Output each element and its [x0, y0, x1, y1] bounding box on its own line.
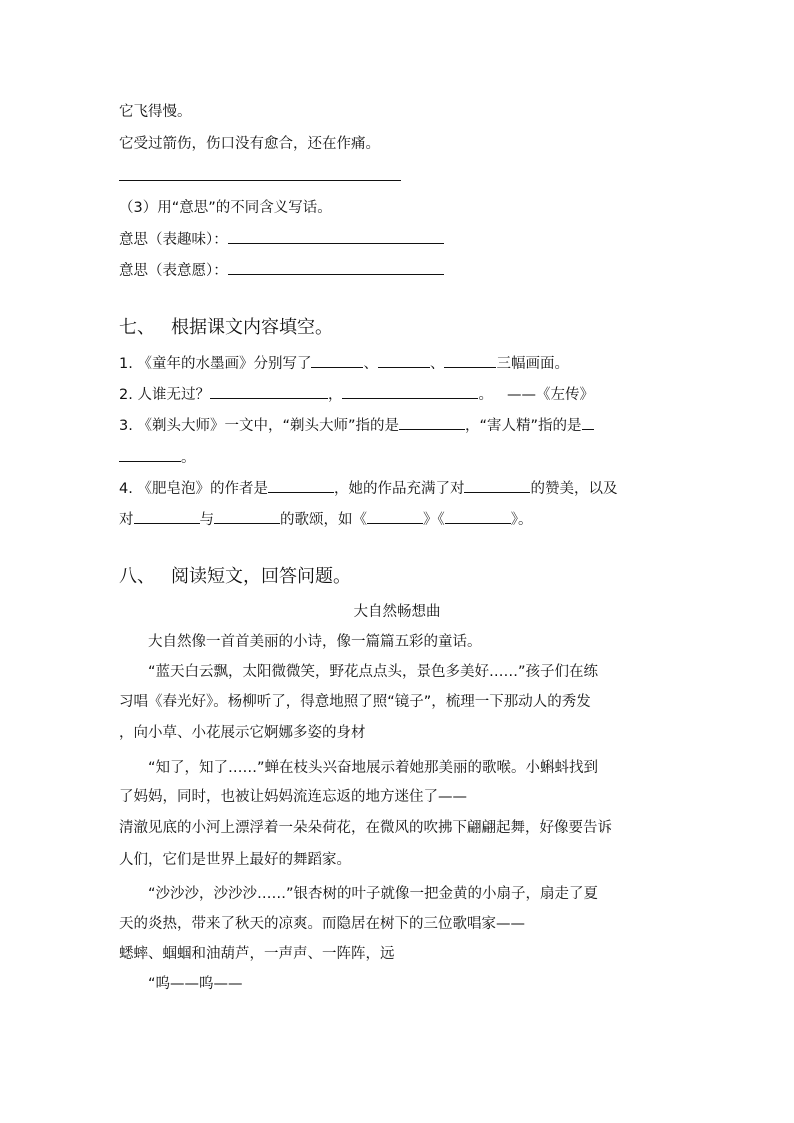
- answer-blank[interactable]: [342, 383, 478, 399]
- passage-line: 天的炎热，带来了秋天的凉爽。而隐居在树下的三位歌唱家——: [119, 916, 525, 932]
- answer-blank[interactable]: [119, 446, 181, 462]
- passage-title: 大自然畅想曲: [353, 604, 441, 620]
- answer-blank[interactable]: [134, 508, 200, 524]
- answer-blank[interactable]: [214, 508, 280, 524]
- passage-line: 大自然像一首首美丽的小诗，像一篇篇五彩的童话。: [148, 634, 482, 650]
- item-text: ，: [327, 387, 343, 403]
- item-text: 。: [181, 450, 196, 466]
- fill-item: [119, 508, 533, 530]
- text-line: 它受过箭伤，伤口没有愈合，还在作痛。: [119, 136, 380, 152]
- passage-line: 了妈妈，同时，也被让妈妈流连忘返的地方迷住了——: [119, 789, 467, 805]
- answer-blank[interactable]: [378, 352, 430, 368]
- item-text: ，她的作品充满了对: [333, 481, 465, 497]
- fill-item: [119, 446, 196, 468]
- text-line: 它飞得慢。: [119, 104, 192, 120]
- answer-row: [119, 228, 444, 250]
- item-text: 对: [119, 512, 134, 528]
- section-title: 根据课文内容填空。: [171, 317, 333, 338]
- item-text: 3. 《剃头大师》一文中，“剃头大师”指的是: [119, 418, 399, 434]
- answer-blank[interactable]: [464, 477, 530, 493]
- passage-line: 习唱《春光好》。杨柳听了，得意地照了照“镜子”，梳理一下那动人的秀发: [119, 694, 591, 710]
- answer-blank[interactable]: [228, 259, 444, 275]
- fill-item: [119, 477, 617, 499]
- answer-blank[interactable]: [399, 414, 465, 430]
- section-title: 阅读短文，回答问题。: [171, 566, 351, 587]
- answer-blank[interactable]: [311, 352, 363, 368]
- answer-blank[interactable]: [445, 508, 511, 524]
- answer-blank[interactable]: [582, 414, 594, 430]
- section-heading: [119, 316, 333, 340]
- item-text: 》。: [510, 512, 533, 528]
- item-text: 4. 《肥皂泡》的作者是: [119, 481, 268, 497]
- answer-row: [119, 259, 444, 281]
- answer-label: 意思（表意愿）：: [119, 263, 228, 279]
- question-prompt: （3）用“意思”的不同含义写话。: [119, 200, 332, 216]
- item-text: 、: [429, 356, 445, 372]
- fill-item: [119, 414, 594, 436]
- item-text: 的赞美，以及: [530, 481, 618, 497]
- answer-blank[interactable]: [444, 352, 496, 368]
- passage-line: ，向小草、小花展示它婀娜多姿的身材: [119, 725, 366, 741]
- item-text: 三幅画面。: [496, 356, 569, 372]
- item-text: 的歌颂，如《: [280, 512, 367, 528]
- item-text: 。: [478, 387, 493, 403]
- answer-blank[interactable]: [367, 508, 423, 524]
- item-text: 》《: [423, 512, 445, 528]
- passage-line: 人们，它们是世界上最好的舞蹈家。: [119, 852, 351, 868]
- item-text: 与: [199, 512, 214, 528]
- fill-item: [119, 383, 594, 405]
- answer-blank[interactable]: [210, 383, 328, 399]
- passage-line: “沙沙沙，沙沙沙……”银杏树的叶子就像一把金黄的小扇子，扇走了夏: [148, 886, 599, 902]
- passage-line: 清澈见底的小河上漂浮着一朵朵荷花，在微风的吹拂下翩翩起舞，好像要告诉: [119, 820, 612, 836]
- item-text: 2. 人谁无过？: [119, 387, 210, 403]
- item-text: 、: [363, 356, 378, 372]
- passage-line: “蓝天白云飘，太阳微微笑，野花点点头，景色多美好……”孩子们在练: [148, 664, 599, 680]
- section-number: 八、: [119, 566, 155, 587]
- section-number: 七、: [119, 317, 155, 338]
- passage-line: “呜——呜——: [148, 976, 243, 992]
- answer-label: 意思（表趣味）：: [119, 232, 228, 248]
- answer-blank[interactable]: [228, 228, 444, 244]
- item-text: 1. 《童年的水墨画》分别写了: [119, 356, 312, 372]
- item-text: ，“害人精”指的是: [464, 418, 582, 434]
- passage-line: “知了，知了……”蝉在枝头兴奋地展示着她那美丽的歌喉。小蝌蚪找到: [148, 760, 599, 776]
- answer-line[interactable]: [119, 180, 401, 181]
- answer-blank[interactable]: [268, 477, 334, 493]
- section-heading: [119, 565, 351, 589]
- fill-item: [119, 352, 569, 374]
- passage-line: 蟋蟀、蝈蝈和油葫芦，一声声、一阵阵，远: [119, 946, 395, 962]
- item-text: ——《左传》: [506, 387, 594, 403]
